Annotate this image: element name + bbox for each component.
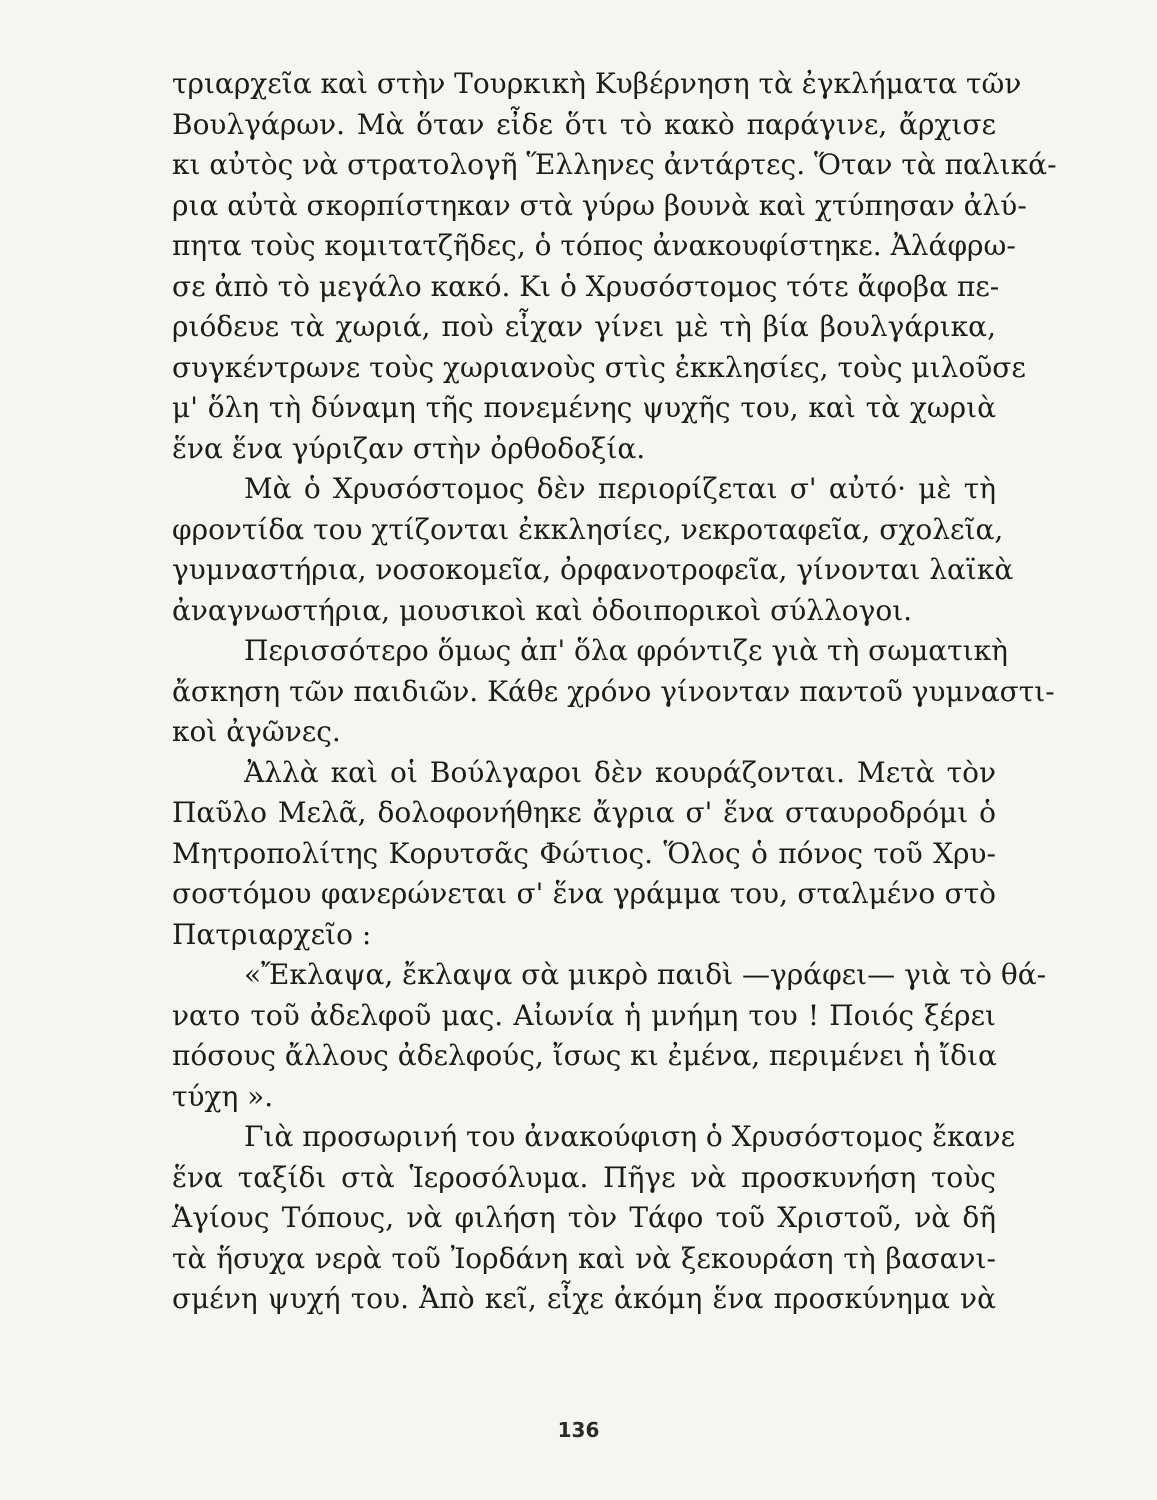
text-line: ρια αὐτὰ σκορπίστηκαν στὰ γύρω βουνὰ καὶ χτύπησαν ἀλύ- bbox=[172, 188, 1027, 222]
text-line: Ἀλλὰ καὶ οἱ Βούλγαροι δὲν κουράζονται. Μετὰ τὸν bbox=[244, 755, 996, 789]
text-line: Πατριαρχεῖο : bbox=[172, 917, 372, 951]
text-line: κι αὐτὸς νὰ στρατολογῆ Ἕλληνες ἀντάρτες. Ὅταν τὰ παλικά- bbox=[172, 148, 1057, 181]
text-line: συγκέντρωνε τοὺς χωριανοὺς στὶς ἐκκλησίες, τοὺς μιλοῦσε bbox=[172, 350, 1026, 384]
text-line: γυμναστήρια, νοσοκομεῖα, ὀρφανοτροφεῖα, γίνονται λαϊκὰ bbox=[172, 553, 1014, 586]
text-line: ἀναγνωστήρια, μουσικοὶ καὶ ὁδοιπορικοὶ σύλλογοι. bbox=[172, 593, 913, 627]
text-line: Γιὰ προσωρινή του ἀνακούφιση ὁ Χρυσόστομος ἔκανε bbox=[244, 1120, 1016, 1153]
text-line: πόσους ἄλλους ἀδελφούς, ἴσως κι ἐμένα, περιμένει ἡ ἴδια bbox=[172, 1039, 997, 1072]
text-line: ἄσκηση τῶν παιδιῶν. Κάθε χρόνο γίνονταν παντοῦ γυμναστι- bbox=[172, 674, 1055, 708]
text-line: σοστόμου φανερώνεται σ' ἕνα γράμμα του, σταλμένο στὸ bbox=[172, 877, 996, 910]
text-line: σε ἀπὸ τὸ μεγάλο κακό. Κι ὁ Χρυσόστομος τότε ἄφοβα πε- bbox=[172, 269, 1000, 303]
text-line: σμένη ψυχή του. Ἀπὸ κεῖ, εἶχε ἀκόμη ἕνα προσκύνημα νὰ bbox=[172, 1282, 996, 1315]
page-number: 136 bbox=[557, 1418, 600, 1442]
text-line: μ' ὅλη τὴ δύναμη τῆς πονεμένης ψυχῆς του, καὶ τὰ χωριὰ bbox=[172, 391, 996, 424]
text-line: φροντίδα του χτίζονται ἐκκλησίες, νεκροταφεῖα, σχολεῖα, bbox=[172, 512, 1004, 546]
text-line: ἕνα ἕνα γύριζαν στὴν ὀρθοδοξία. bbox=[172, 431, 646, 465]
text-line: Μὰ ὁ Χρυσόστομος δὲν περιορίζεται σ' αὐτό· μὲ τὴ bbox=[244, 472, 996, 505]
body-text bbox=[172, 64, 1057, 1320]
text-line: τριαρχεῖα καὶ στὴν Τουρκικὴ Κυβέρνηση τὰ ἐγκλήματα τῶν bbox=[172, 67, 1022, 100]
text-line: Μητροπολίτης Κορυτσᾶς Φώτιος. Ὅλος ὁ πόνος τοῦ Χρυ- bbox=[172, 836, 996, 870]
text-line: Παῦλο Μελᾶ, δολοφονήθηκε ἄγρια σ' ἕνα σταυροδρόμι ὁ bbox=[172, 796, 996, 829]
text-line: νατο τοῦ ἀδελφοῦ μας. Αἰωνία ἡ μνήμη του ! Ποιός ξέρει bbox=[172, 998, 996, 1032]
text-line: ἕνα ταξίδι στὰ Ἱεροσόλυμα. Πῆγε νὰ προσκυνήση τοὺς bbox=[172, 1160, 996, 1194]
text-line: Περισσότερο ὅμως ἀπ' ὅλα φρόντιζε γιὰ τὴ σωματικὴ bbox=[244, 634, 1008, 667]
text-line: Βουλγάρων. Μὰ ὅταν εἶδε ὅτι τὸ κακὸ παράγινε, ἄρχισε bbox=[172, 107, 996, 141]
text-line: Ἁγίους Τόπους, νὰ φιλήση τὸν Τάφο τοῦ Χριστοῦ, νὰ δῆ bbox=[172, 1201, 996, 1234]
text-line: πητα τοὺς κομιτατζῆδες, ὁ τόπος ἀνακουφίστηκε. Ἀλάφρω- bbox=[172, 229, 1016, 262]
text-line: τύχη ». bbox=[172, 1079, 274, 1113]
text-line: «Ἔκλαψα, ἔκλαψα σὰ μικρὸ παιδὶ —γράφει— γιὰ τὸ θά- bbox=[244, 958, 1047, 991]
text-line: τὰ ἥσυχα νερὰ τοῦ Ἰορδάνη καὶ νὰ ξεκουράση τὴ βασανι- bbox=[172, 1241, 996, 1275]
text-line: ριόδευε τὰ χωριά, ποὺ εἶχαν γίνει μὲ τὴ βία βουλγάρικα, bbox=[172, 310, 996, 343]
text-line: κοὶ ἀγῶνες. bbox=[172, 715, 341, 748]
